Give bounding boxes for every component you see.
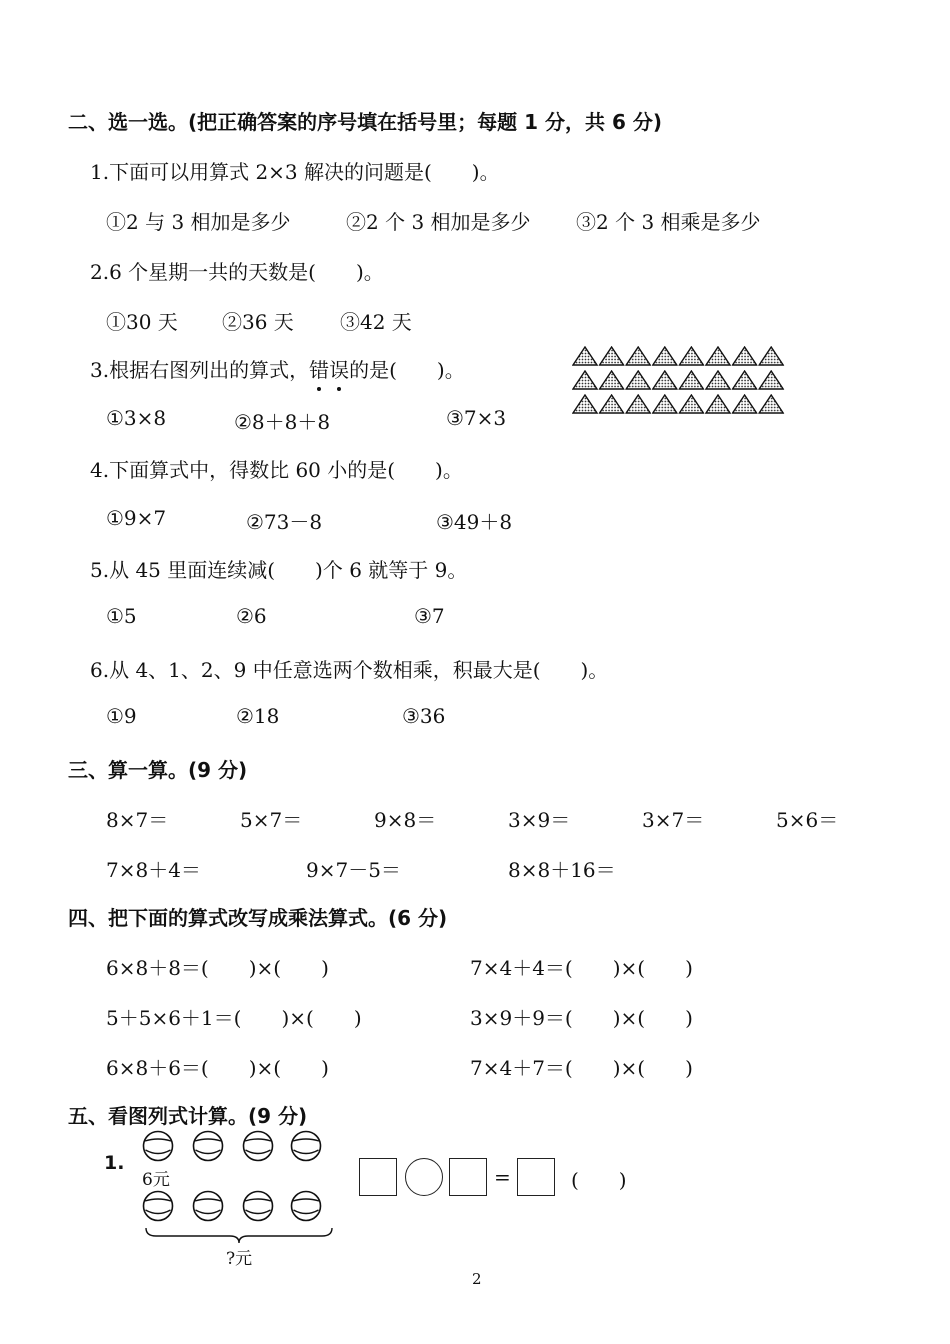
question-5: 5.从 45 里面连续减( )个 6 就等于 9。 xyxy=(90,558,468,582)
calc-4: 3×9＝ xyxy=(508,808,571,832)
ball-icon xyxy=(142,1130,174,1162)
q3-emphasis-1: 错 xyxy=(309,358,330,382)
q4-option-3: ③49＋8 xyxy=(436,510,513,534)
triangle-shape xyxy=(600,395,624,413)
triangle-shape xyxy=(626,395,650,413)
rewrite-left-2: 5＋5×6＋1＝( )×( ) xyxy=(106,1006,362,1030)
section-4-title: 四、把下面的算式改写成乘法算式。(6 分) xyxy=(68,906,448,930)
section-3-title: 三、算一算。(9 分) xyxy=(68,758,248,782)
triangle-shape xyxy=(759,347,783,365)
ball-icon xyxy=(192,1130,224,1162)
problem-number: 1. xyxy=(104,1152,125,1174)
triangle-shape xyxy=(679,395,703,413)
ball-icon xyxy=(242,1130,274,1162)
question-1: 1.下面可以用算式 2×3 解决的问题是( )。 xyxy=(90,160,500,184)
calc-2: 5×7＝ xyxy=(240,808,303,832)
q3-text-pre: 3.根据右图列出的算式， xyxy=(90,358,310,382)
q4-option-1: ①9×7 xyxy=(106,506,167,530)
q5-option-1: ①5 xyxy=(106,604,137,628)
triangle-figure xyxy=(570,344,786,416)
rewrite-left-3: 6×8＋6＝( )×( ) xyxy=(106,1056,329,1080)
question-6: 6.从 4、1、2、9 中任意选两个数相乘，积最大是( )。 xyxy=(90,658,609,682)
ball-icon xyxy=(290,1190,322,1222)
calc-6: 5×6＝ xyxy=(776,808,839,832)
q6-option-1: ①9 xyxy=(106,704,137,728)
rewrite-right-3: 7×4＋7＝( )×( ) xyxy=(470,1056,693,1080)
triangle-shape xyxy=(600,347,624,365)
triangle-shape xyxy=(733,371,757,389)
triangle-shape xyxy=(706,395,730,413)
triangle-shape xyxy=(679,347,703,365)
section-2-title: 二、选一选。(把正确答案的序号填在括号里；每题 1 分，共 6 分) xyxy=(68,110,662,134)
triangle-shape xyxy=(733,395,757,413)
triangle-shape xyxy=(573,371,597,389)
ball-icon xyxy=(242,1190,274,1222)
triangle-shape xyxy=(573,395,597,413)
answer-box-1[interactable] xyxy=(359,1158,397,1196)
price-label: 6元 xyxy=(142,1170,170,1190)
triangle-shape xyxy=(653,371,677,389)
q1-option-3: ③2 个 3 相乘是多少 xyxy=(576,210,761,234)
triangle-shape xyxy=(600,371,624,389)
triangle-shape xyxy=(653,347,677,365)
triangle-shape xyxy=(759,395,783,413)
triangle-shape xyxy=(733,347,757,365)
q3-option-3: ③7×3 xyxy=(446,406,507,430)
calc-5: 3×7＝ xyxy=(642,808,705,832)
ball-icon xyxy=(290,1130,322,1162)
q3-text-post: 的是( )。 xyxy=(349,358,465,382)
q6-option-2: ②18 xyxy=(236,704,280,728)
triangle-shape xyxy=(573,347,597,365)
triangle-shape xyxy=(626,347,650,365)
q1-option-1: ①2 与 3 相加是多少 xyxy=(106,210,291,234)
answer-box-2[interactable] xyxy=(449,1158,487,1196)
operator-circle[interactable] xyxy=(405,1158,443,1196)
rewrite-right-1: 7×4＋4＝( )×( ) xyxy=(470,956,693,980)
q1-option-2: ②2 个 3 相加是多少 xyxy=(346,210,531,234)
triangle-shape xyxy=(653,395,677,413)
answer-box-3[interactable] xyxy=(517,1158,555,1196)
curly-brace xyxy=(144,1226,334,1244)
triangle-shape xyxy=(706,347,730,365)
equals-sign: = xyxy=(494,1165,511,1189)
question-4: 4.下面算式中，得数比 60 小的是( )。 xyxy=(90,458,463,482)
q6-option-3: ③36 xyxy=(402,704,446,728)
calc-3: 9×8＝ xyxy=(374,808,437,832)
section-5-title: 五、看图列式计算。(9 分) xyxy=(68,1104,308,1128)
question-2: 2.6 个星期一共的天数是( )。 xyxy=(90,260,384,284)
triangle-shape xyxy=(679,371,703,389)
calc-9: 8×8＋16＝ xyxy=(508,858,616,882)
q2-option-1: ①30 天 xyxy=(106,310,178,334)
question-3 xyxy=(90,354,465,383)
calc-1: 8×7＝ xyxy=(106,808,169,832)
q3-option-2: ②8＋8＋8 xyxy=(234,410,331,434)
q5-option-3: ③7 xyxy=(414,604,445,628)
q2-option-2: ②36 天 xyxy=(222,310,294,334)
triangle-shape xyxy=(626,371,650,389)
total-label: ?元 xyxy=(226,1249,253,1269)
q3-option-1: ①3×8 xyxy=(106,406,167,430)
unit-answer[interactable]: ( ) xyxy=(571,1168,627,1192)
ball-icon xyxy=(142,1190,174,1222)
q5-option-2: ②6 xyxy=(236,604,267,628)
rewrite-left-1: 6×8＋8＝( )×( ) xyxy=(106,956,329,980)
calc-7: 7×8＋4＝ xyxy=(106,858,201,882)
q2-option-3: ③42 天 xyxy=(340,310,412,334)
ball-icon xyxy=(192,1190,224,1222)
triangle-shape xyxy=(706,371,730,389)
q3-emphasis-2: 误 xyxy=(329,358,350,382)
page-number: 2 xyxy=(472,1270,482,1288)
calc-8: 9×7－5＝ xyxy=(306,858,401,882)
q4-option-2: ②73－8 xyxy=(246,510,323,534)
rewrite-right-2: 3×9＋9＝( )×( ) xyxy=(470,1006,693,1030)
triangle-shape xyxy=(759,371,783,389)
